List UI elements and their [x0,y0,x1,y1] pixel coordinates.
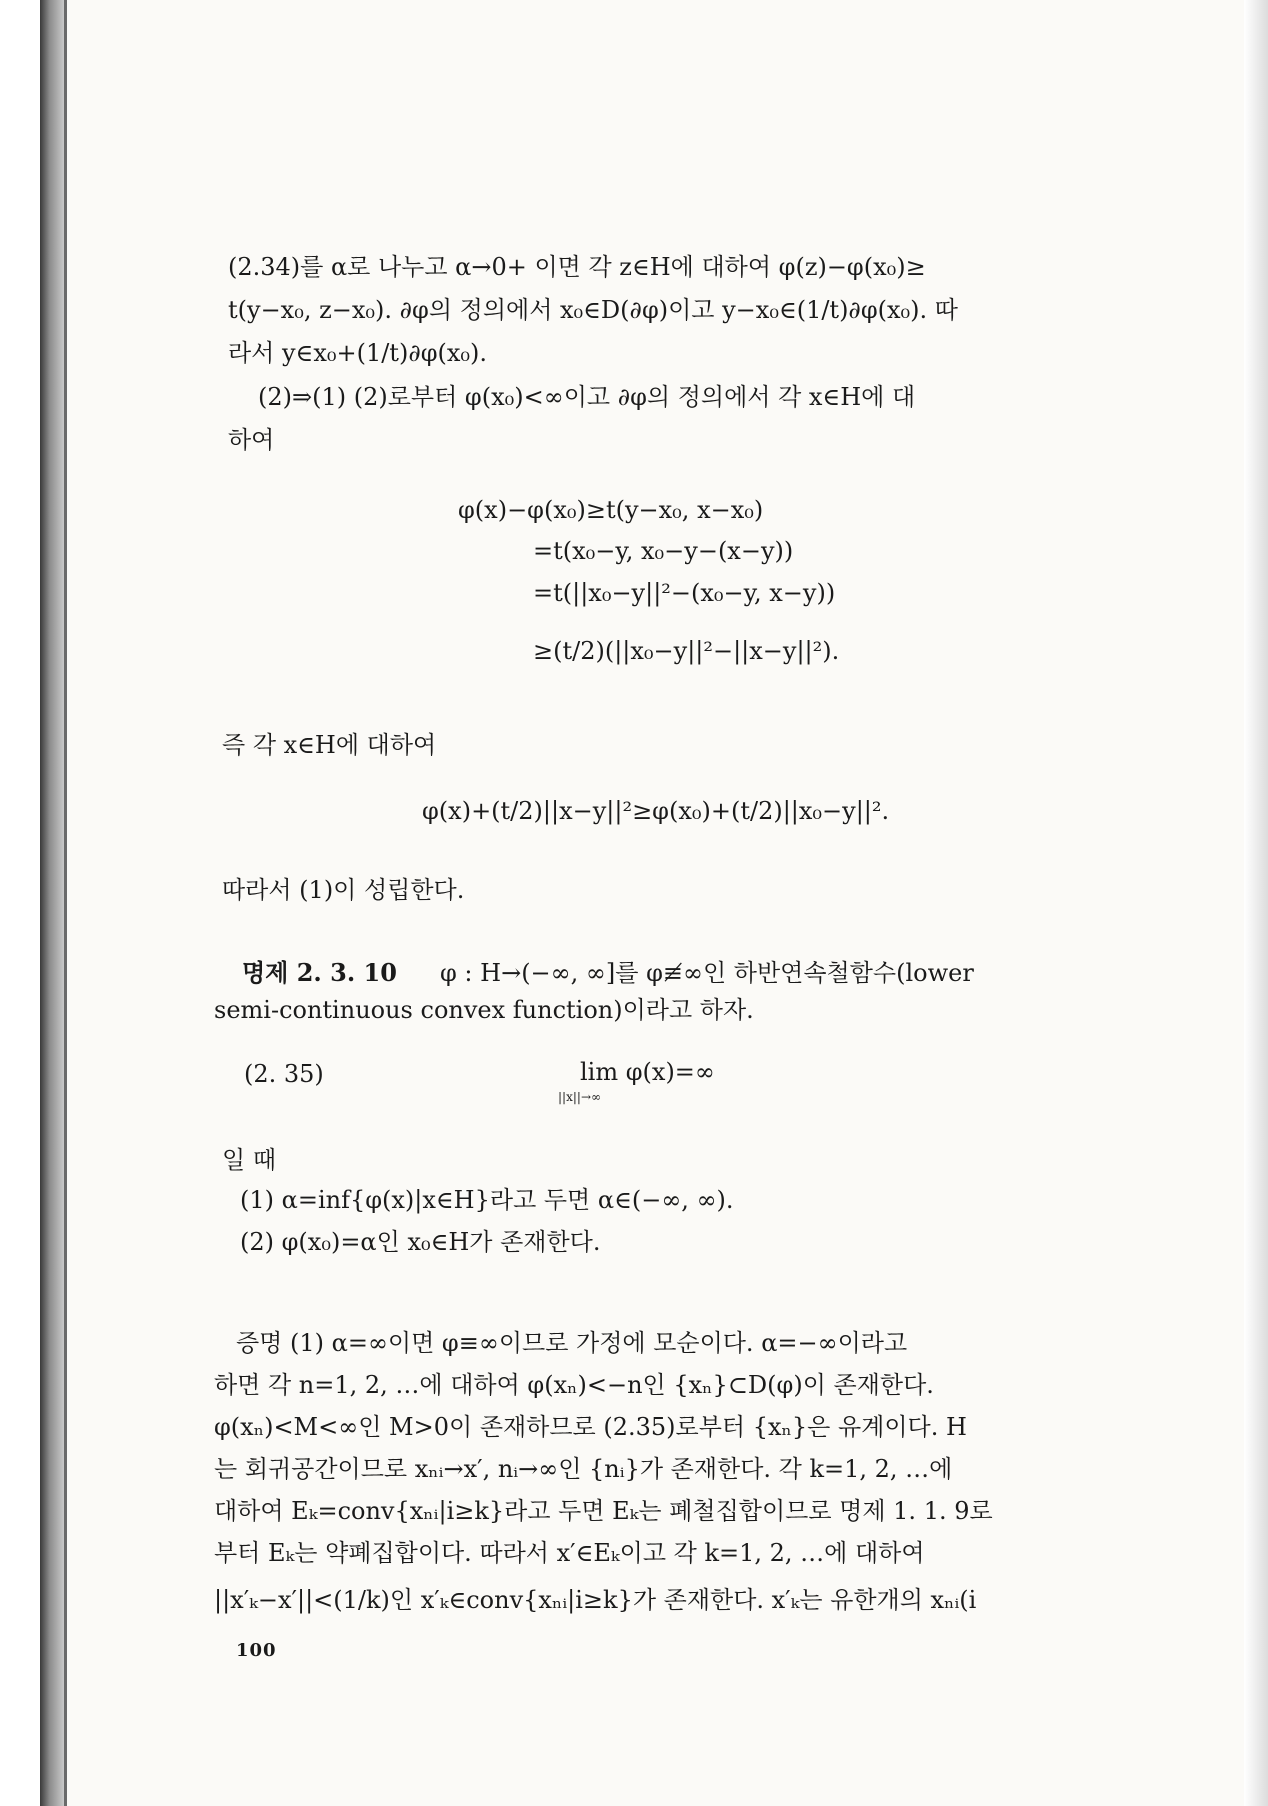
proof-line-2: 하면 각 n=1, 2, …에 대하여 φ(xₙ)<−n인 {xₙ}⊂D(φ)이 존재한다. [214,1371,934,1399]
paragraph-1-line-3: 라서 y∈x₀+(1/t)∂φ(x₀). [228,339,488,367]
equation-1-line-4: ≥(t/2)(||x₀−y||²−||x−y||²). [533,637,840,665]
paragraph-2-line-2: 하여 [228,426,275,454]
equation-1-line-3: =t(||x₀−y||²−(x₀−y, x−y)) [533,579,836,607]
equation-3-subscript: ||x||→∞ [558,1090,601,1104]
proof-line-7: ||x′ₖ−x′||<(1/k)인 x′ₖ∈conv{xₙᵢ|i≥k}가 존재한다. x′ₖ는 유한개의 xₙᵢ(i [214,1586,977,1614]
paragraph-1-line-2: t(y−x₀, z−x₀). ∂φ의 정의에서 x₀∈D(∂φ)이고 y−x₀∈(1/t)∂φ(x₀). 따 [228,296,958,324]
proof-line-6: 부터 Eₖ는 약폐집합이다. 따라서 x′∈Eₖ이고 각 k=1, 2, …에 대하여 [214,1539,925,1567]
paragraph-3: 즉 각 x∈H에 대하여 [222,731,437,759]
proof-line-5: 대하여 Eₖ=conv{xₙᵢ|i≥k}라고 두면 Eₖ는 폐철집합이므로 명제 1. 1. 9로 [214,1497,993,1525]
equation-3: lim φ(x)=∞ [580,1058,715,1086]
book-spine [40,0,64,1806]
proof-line-3: φ(xₙ)<M<∞인 M>0이 존재하므로 (2.35)로부터 {xₙ}은 유계이다. H [214,1413,967,1441]
item-1: (1) α=inf{φ(x)|x∈H}라고 두면 α∈(−∞, ∞). [240,1186,734,1214]
equation-2: φ(x)+(t/2)||x−y||²≥φ(x₀)+(t/2)||x₀−y||². [422,797,890,825]
page-number: 100 [236,1640,277,1661]
equation-1-line-1: φ(x)−φ(x₀)≥t(y−x₀, x−x₀) [458,496,764,524]
equation-3-label: (2. 35) [244,1060,324,1088]
equation-1-line-2: =t(x₀−y, x₀−y−(x−y)) [533,537,794,565]
paragraph-5: 일 때 [222,1146,276,1174]
proof-line-1: 증명 (1) α=∞이면 φ≡∞이므로 가정에 모순이다. α=−∞이라고 [236,1329,908,1357]
proposition-line-1: φ : H→(−∞, ∞]를 φ≢∞인 하반연속철함수(lower [440,959,974,987]
proposition-label: 명제 2. 3. 10 [242,958,397,987]
page-shadow [1244,0,1268,1806]
paragraph-4: 따라서 (1)이 성립한다. [222,876,465,904]
proposition-line-2: semi-continuous convex function)이라고 하자. [214,996,754,1024]
proof-line-4: 는 회귀공간이므로 xₙᵢ→x′, nᵢ→∞인 {nᵢ}가 존재한다. 각 k=1, 2, …에 [214,1455,953,1483]
item-2: (2) φ(x₀)=α인 x₀∈H가 존재한다. [240,1228,601,1256]
paragraph-2-line-1: (2)⇒(1) (2)로부터 φ(x₀)<∞이고 ∂φ의 정의에서 각 x∈H에 대 [258,383,916,411]
paragraph-1-line-1: (2.34)를 α로 나누고 α→0+ 이면 각 z∈H에 대하여 φ(z)−φ(x₀)≥ [228,253,926,281]
